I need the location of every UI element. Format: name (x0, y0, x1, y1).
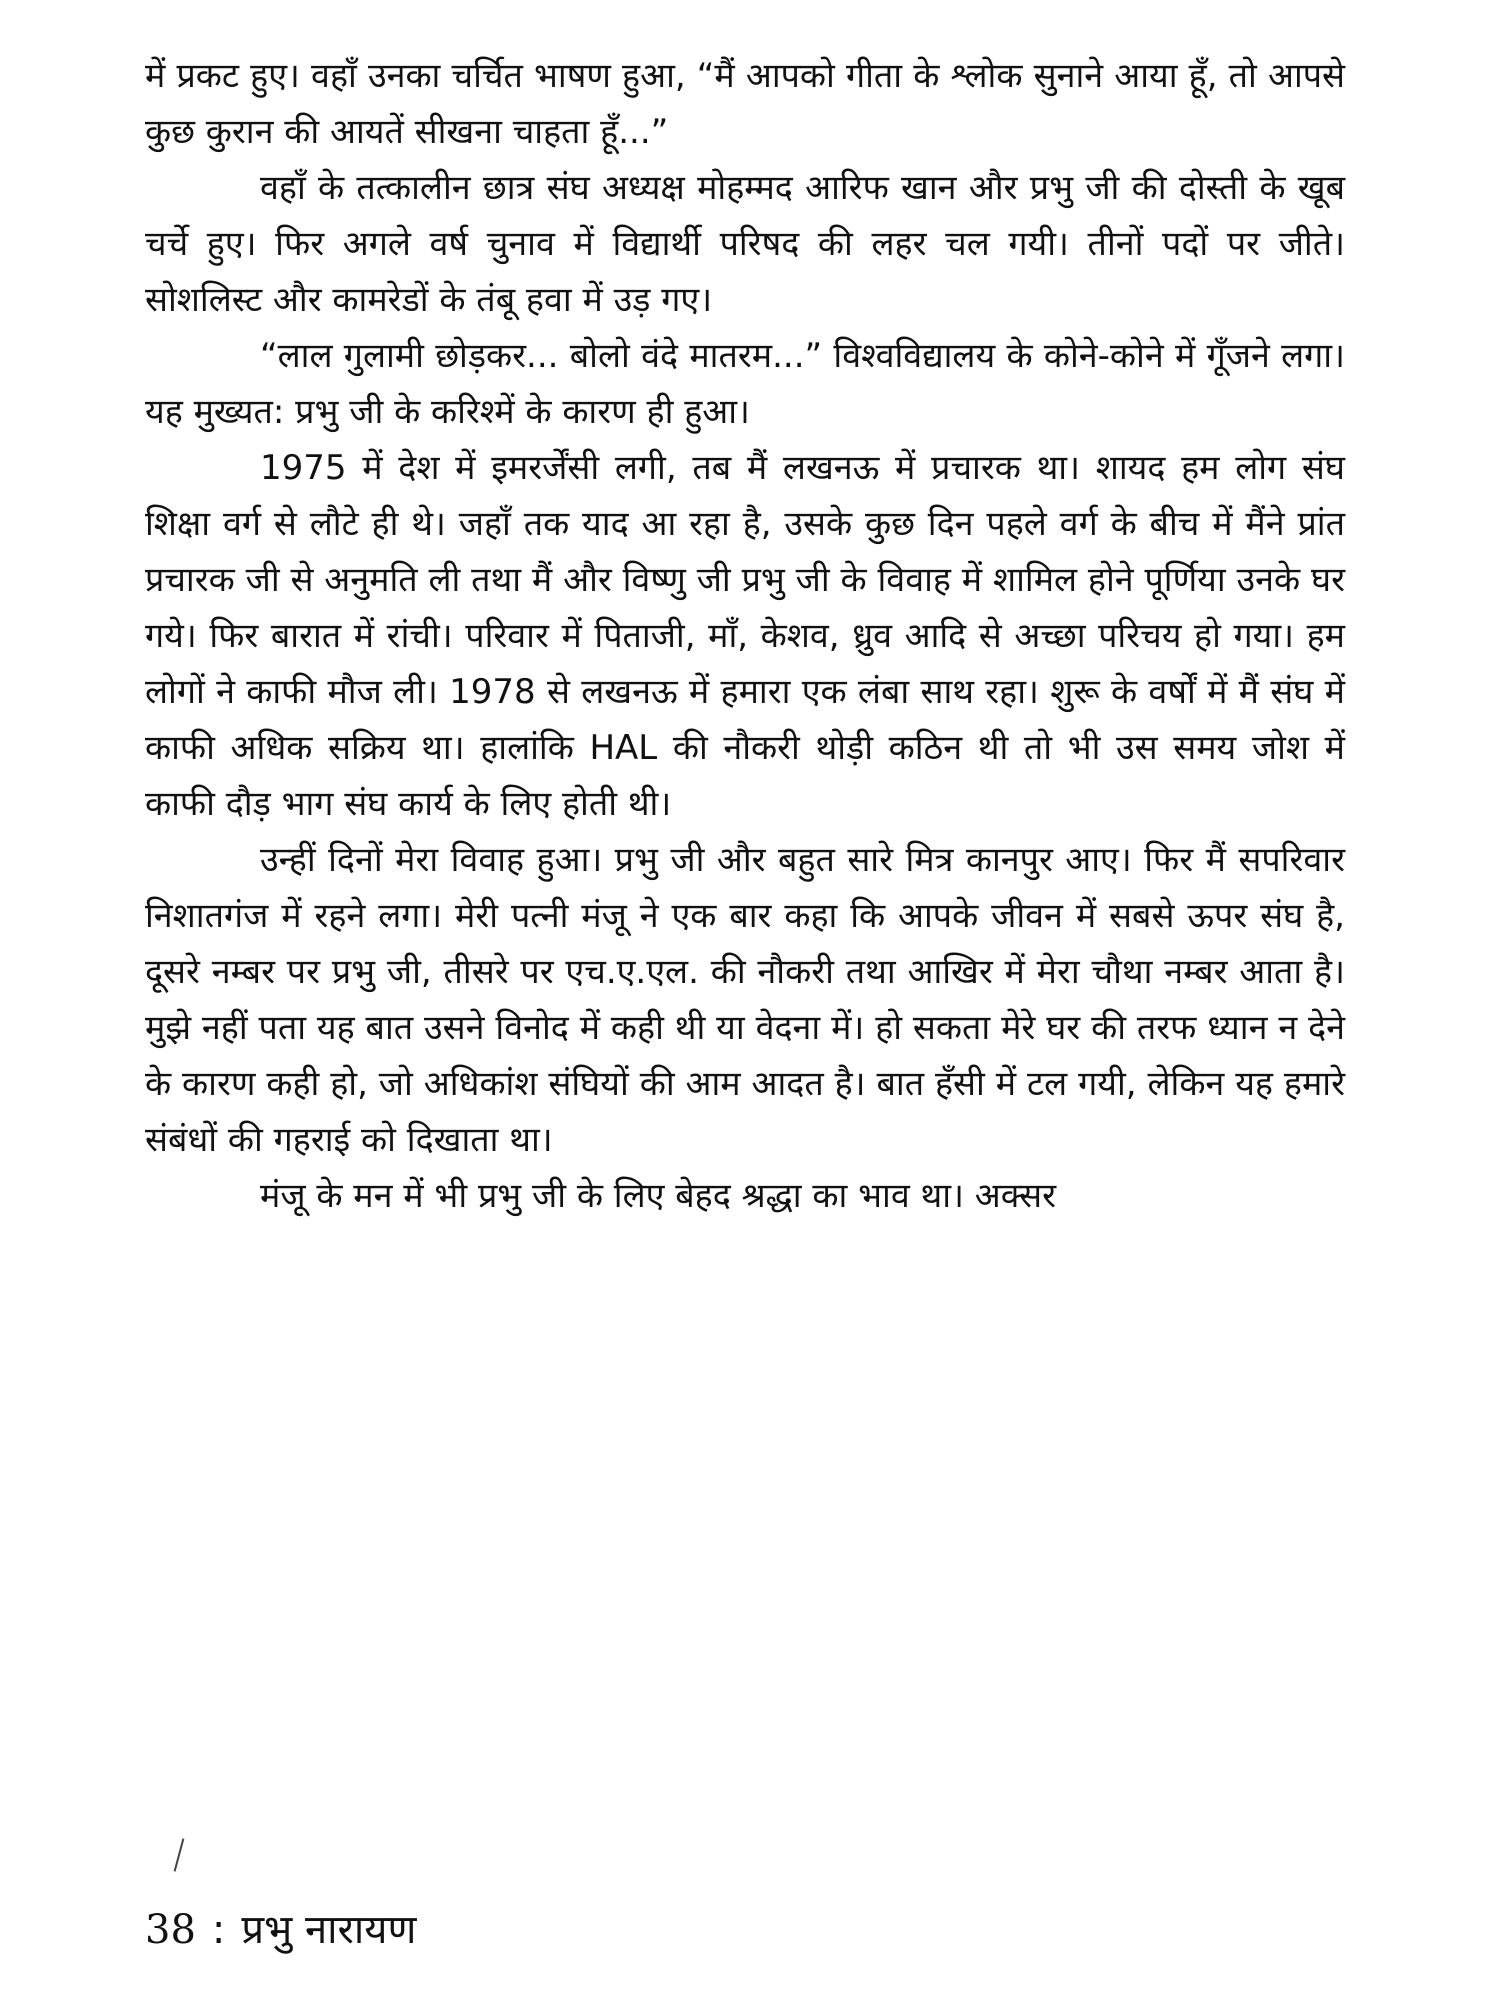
book-title: प्रभु नारायण (241, 1907, 417, 1953)
page-footer (145, 1905, 416, 1955)
stray-pen-mark (174, 1838, 185, 1871)
paragraph-3: “लाल गुलामी छोड़कर... बोलो वंदे मातरम...” विश्वविद्यालय के कोने-कोने में गूँजने लगा। यह मुख्यत: प्रभु जी के करिश्में के कारण ही हुआ। (145, 336, 1345, 432)
paragraph-6: मंजू के मन में भी प्रभु जी के लिए बेहद श्रद्धा का भाव था। अक्सर (260, 1176, 1056, 1216)
paragraph-4: 1975 में देश में इमरर्जेंसी लगी, तब मैं लखनऊ में प्रचारक था। शायद हम लोग संघ शिक्षा वर्ग से लौटे ही थे। जहाँ तक याद आ रहा है, उसके कुछ दिन पहले वर्ग के बीच में मैंने प्रांत प्रचारक जी से अनुमति ली तथा मैं और विष्णु जी प्रभु जी के विवाह में शामिल होने पूर्णिया उनके घर गये। फिर बारात में रांची। परिवार में पिताजी, माँ, केशव, ध्रुव आदि से अच्छा परिचय हो गया। हम लोगों ने काफी मौज ली। 1978 से लखनऊ में हमारा एक लंबा साथ रहा। शुरू के वर्षों में मैं संघ में काफी अधिक सक्रिय था। हालांकि HAL की नौकरी थोड़ी कठिन थी तो भी उस समय जोश में काफी दौड़ भाग संघ कार्य के लिए होती थी। (145, 448, 1345, 824)
paragraph-1: में प्रकट हुए। वहाँ उनका चर्चित भाषण हुआ, “मैं आपको गीता के श्लोक सुनाने आया हूँ, तो आपसे कुछ कुरान की आयतें सीखना चाहता हूँ...” (145, 56, 1345, 152)
paragraph-2: वहाँ के तत्कालीन छात्र संघ अध्यक्ष मोहम्मद आरिफ खान और प्रभु जी की दोस्ती के खूब चर्चे हुए। फिर अगले वर्ष चुनाव में विद्यार्थी परिषद की लहर चल गयी। तीनों पदों पर जीते। सोशलिस्ट और कामरेडों के तंबू हवा में उड़ गए। (145, 168, 1345, 320)
paragraph-5: उन्हीं दिनों मेरा विवाह हुआ। प्रभु जी और बहुत सारे मित्र कानपुर आए। फिर मैं सपरिवार निशातगंज में रहने लगा। मेरी पत्नी मंजू ने एक बार कहा कि आपके जीवन में सबसे ऊपर संघ है, दूसरे नम्बर पर प्रभु जी, तीसरे पर एच.ए.एल. की नौकरी तथा आखिर में मेरा चौथा नम्बर आता है। मुझे नहीं पता यह बात उसने विनोद में कही थी या वेदना में। हो सकता मेरे घर की तरफ ध्यान न देने के कारण कही हो, जो अधिकांश संघियों की आम आदत है। बात हँसी में टल गयी, लेकिन यह हमारे संबंधों की गहराई को दिखाता था। (145, 840, 1345, 1160)
footer-separator: : (211, 1907, 226, 1953)
page-body-text (145, 48, 1345, 1224)
page-number: 38 (145, 1907, 196, 1953)
